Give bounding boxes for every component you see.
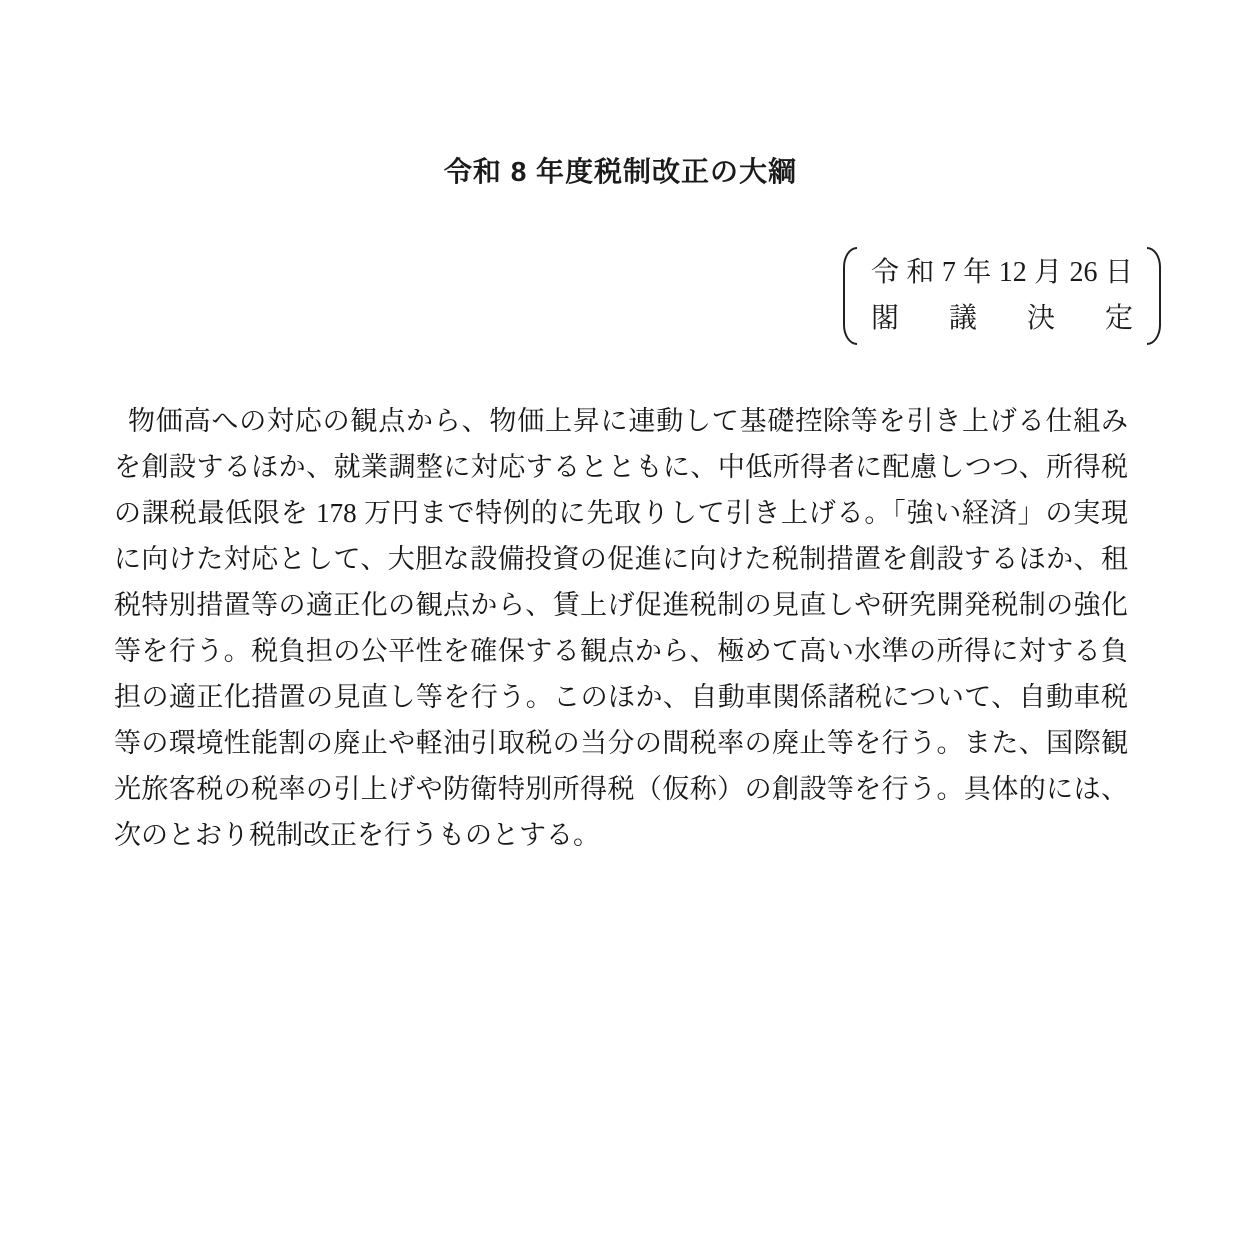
body-line: 担の適正化措置の見直し等を行う。このほか、自動車関係諸税について、自動車税 <box>114 682 1128 712</box>
left-bracket-decoration <box>843 247 857 345</box>
body-line: を創設するほか、就業調整に対応するとともに、中低所得者に配慮しつつ、所得税 <box>114 452 1128 482</box>
body-line: 光旅客税の税率の引上げや防衛特別所得税（仮称）の創設等を行う。具体的には、 <box>114 774 1128 804</box>
body-paragraph <box>114 398 1128 858</box>
body-line: 物価高への対応の観点から、物価上昇に連動して基礎控除等を引き上げる仕組み <box>128 406 1128 436</box>
body-line: の課税最低限を 178 万円まで特例的に先取りして引き上げる。「強い経済」の実現 <box>114 498 1128 528</box>
decision-date: 令和7年12月26日 <box>871 257 1133 288</box>
body-line: 税特別措置等の適正化の観点から、賃上げ促進税制の見直しや研究開発税制の強化 <box>114 590 1128 620</box>
body-line: に向けた対応として、大胆な設備投資の促進に向けた税制措置を創設するほか、租 <box>114 544 1128 574</box>
body-line: 次のとおり税制改正を行うものとする。 <box>114 820 600 850</box>
decision-label: 閣議決定 <box>871 303 1133 334</box>
body-line: 等の環境性能割の廃止や軽油引取税の当分の間税率の廃止等を行う。また、国際観 <box>114 728 1128 758</box>
right-bracket-decoration <box>1147 247 1161 345</box>
document-title: 令和 8 年度税制改正の大綱 <box>443 156 798 187</box>
body-line: 等を行う。税負担の公平性を確保する観点から、極めて高い水準の所得に対する負 <box>114 636 1128 666</box>
cabinet-decision-text <box>871 247 1133 345</box>
cabinet-decision-block <box>843 247 1161 345</box>
